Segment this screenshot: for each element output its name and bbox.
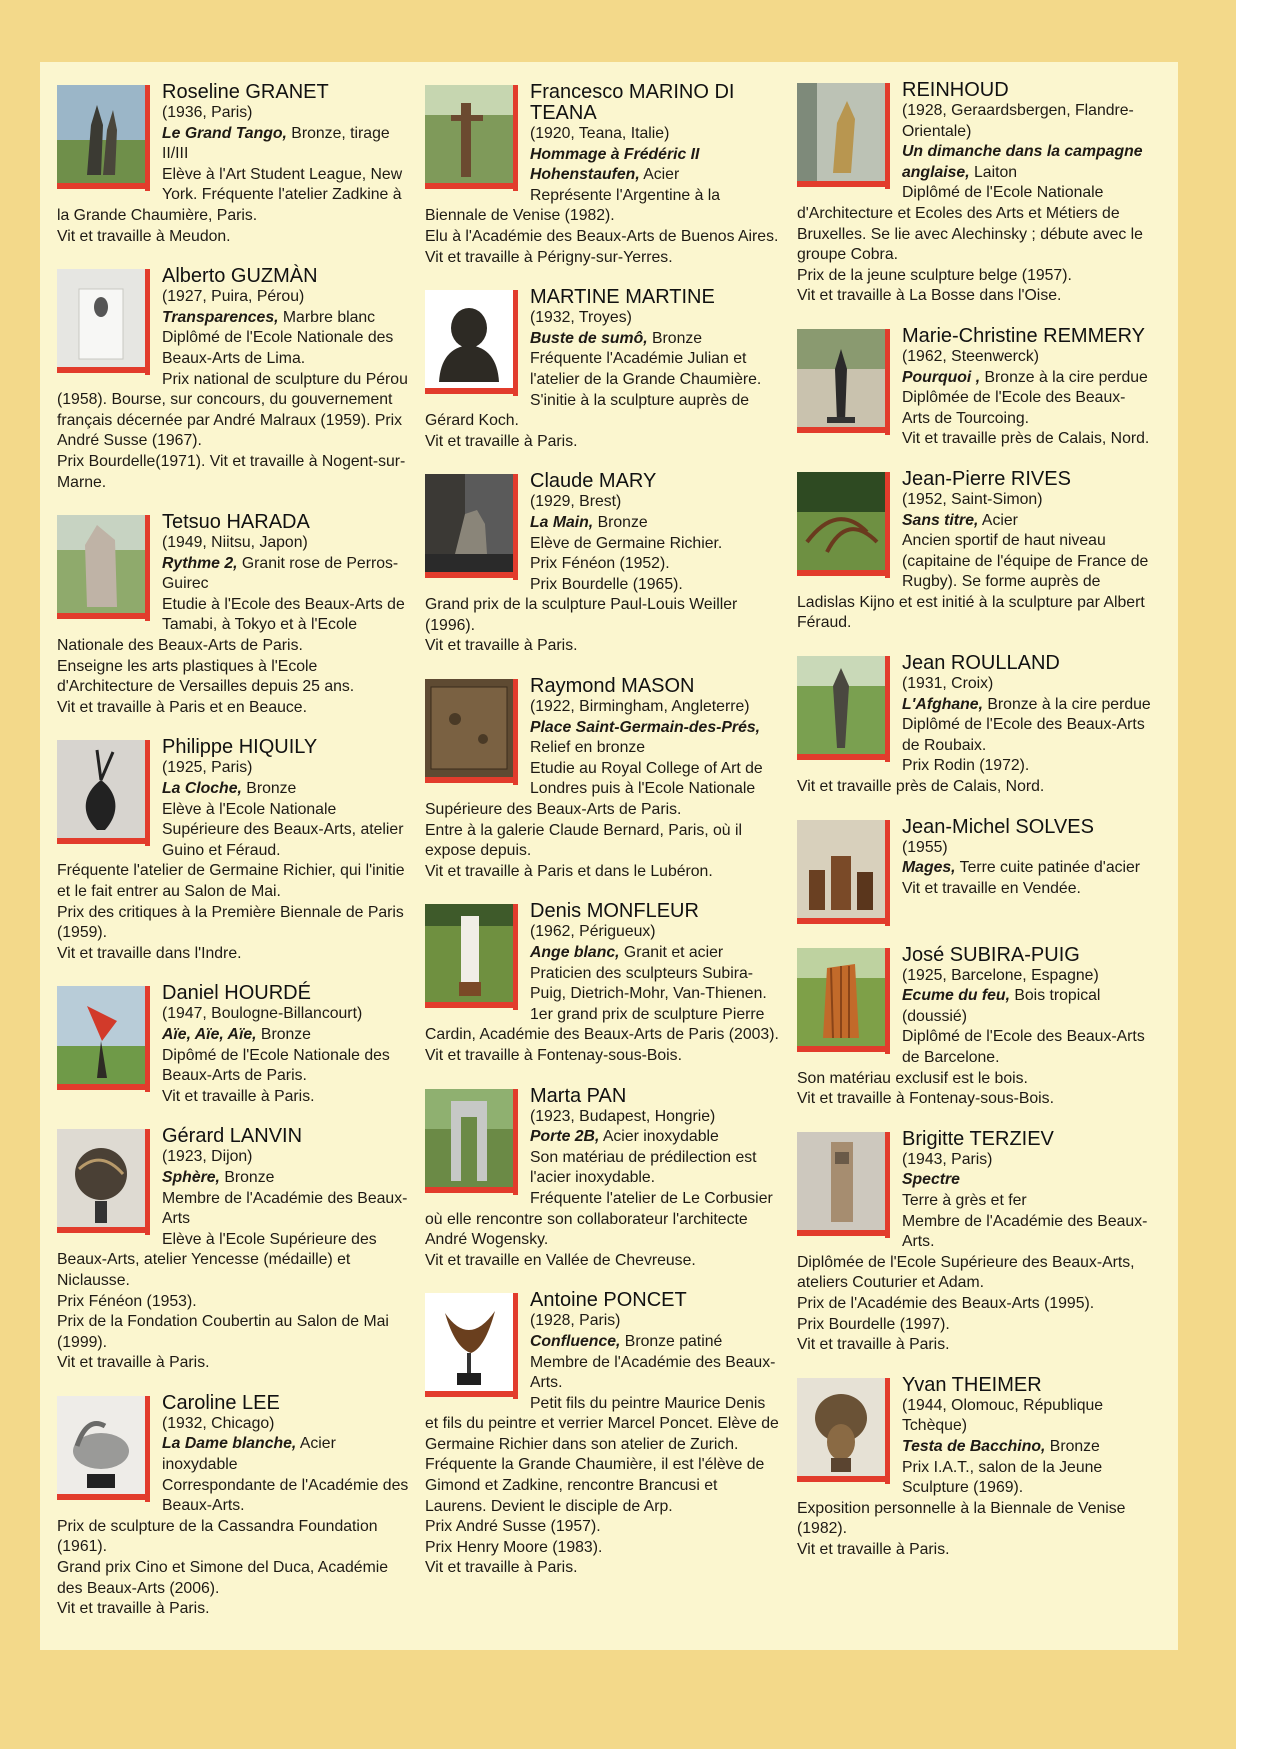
artwork-title: Transparences, [162, 308, 279, 326]
artist-entry-gerard-lanvin [57, 1126, 411, 1374]
artwork-title: Pourquoi , [902, 368, 981, 386]
artwork-title: Un dimanche dans la campagne anglaise, [902, 143, 1143, 181]
artist-entry-jose-subira-puig [797, 945, 1151, 1110]
artist-name: Tetsuo HARADA [162, 511, 310, 534]
thumbnail-frame-right [885, 820, 890, 926]
artwork-title: Sphère, [162, 1168, 220, 1186]
bio-line: Prix Bourdelle(1971). Vit et travaille à Nogent-sur-Marne. [57, 452, 406, 491]
artwork-thumbnail [797, 329, 887, 435]
artist-name: Claude MARY [530, 470, 657, 493]
bio-line: Membre de l'Académie des Beaux-Arts [162, 1189, 408, 1228]
thumbnail-frame-right [145, 515, 150, 621]
bio-line: S'initie à la sculpture auprès de Gérard Koch. [425, 391, 750, 430]
artist-entry-caroline-lee [57, 1393, 411, 1620]
artist-entry-alberto-guzman [57, 266, 411, 493]
thumbnail-frame-right [145, 1396, 150, 1502]
column-left [57, 62, 411, 1620]
bio-line: Vit et travaille en Vendée. [902, 879, 1081, 897]
artwork-line: La Cloche, Bronze [162, 780, 297, 798]
artwork-title: Sans titre, [902, 511, 979, 529]
thumbnail-frame-right [145, 269, 150, 375]
thumbnail-frame-bottom [797, 754, 890, 760]
artwork-line: Testa de Bacchino, Bronze [902, 1437, 1100, 1455]
thumbnail-frame-right [145, 740, 150, 846]
artwork-thumbnail [57, 1396, 147, 1502]
thumbnail-frame-bottom [57, 1494, 150, 1500]
artwork-line: La Dame blanche, Acier inoxydable [162, 1435, 336, 1474]
bio-line: Entre à la galerie Claude Bernard, Paris, où il expose depuis. [425, 821, 742, 860]
artist-birth: (1962, Périgueux) [530, 923, 656, 941]
artwork-thumbnail [425, 1089, 515, 1195]
artist-name: Alberto GUZMÀN [162, 265, 318, 288]
photo-bust [425, 290, 513, 388]
photo-granite [57, 515, 145, 613]
artwork-title: Confluence, [530, 1332, 621, 1350]
artwork-thumbnail [425, 85, 515, 191]
artwork-line: Ecume du feu, Bois tropical (doussié) [902, 987, 1101, 1025]
bio-line: Prix de sculpture de la Cassandra Foundation (1961). [57, 1517, 378, 1556]
page-edge [1236, 0, 1275, 1749]
artist-name: Francesco MARINO DI TEANA [530, 81, 735, 124]
photo-sculpture-couple [57, 85, 145, 183]
bio-line: Grand prix de la sculpture Paul-Louis Weiller (1996). [425, 596, 738, 634]
bio-line: Elu à l'Académie des Beaux-Arts de Buenos Aires. Vit et travaille à Périgny-sur-Yerres. [425, 227, 779, 266]
bio-line: Prix Bourdelle (1997). [797, 1315, 950, 1333]
bio-line: Elève de Germaine Richier. [530, 534, 723, 552]
thumbnail-frame-bottom [57, 1227, 150, 1233]
artwork-thumbnail [797, 83, 887, 189]
bio-line: Vit et travaille à Paris. [57, 1600, 210, 1618]
bio-line: Diplômé de l'Ecole Nationale des Beaux-Arts de Lima. [162, 329, 394, 367]
thumbnail-frame-bottom [425, 1187, 518, 1193]
thumbnail-frame-right [885, 948, 890, 1054]
artwork-thumbnail [797, 472, 887, 578]
artist-birth: (1962, Steenwerck) [902, 347, 1039, 365]
thumbnail-frame-right [513, 474, 518, 580]
thumbnail-frame-bottom [425, 183, 518, 189]
photo-head [797, 1378, 885, 1476]
bio-line: Prix Henry Moore (1983). [425, 1538, 603, 1556]
artist-entry-tetsuo-harada [57, 512, 411, 718]
artwork-thumbnail [797, 820, 887, 926]
artist-name: José SUBIRA-PUIG [902, 943, 1080, 966]
artist-birth: (1920, Teana, Italie) [530, 125, 670, 142]
artwork-title: Le Grand Tango, [162, 124, 287, 142]
artwork-title: La Cloche, [162, 780, 242, 798]
artwork-title: Place Saint-Germain-des-Prés, [530, 718, 761, 736]
artwork-line: Ange blanc, Granit et acier [530, 944, 724, 961]
thumbnail-frame-right [513, 1089, 518, 1195]
bio-line: Son matériau exclusif est le bois. [797, 1069, 1028, 1087]
thumbnail-frame-bottom [57, 1084, 150, 1090]
artist-name: MARTINE MARTINE [530, 286, 715, 309]
thumbnail-frame-right [885, 656, 890, 762]
photo-bronze-dark [57, 740, 145, 838]
thumbnail-frame-right [885, 329, 890, 435]
artist-birth: (1925, Paris) [162, 759, 253, 777]
thumbnail-frame-bottom [57, 838, 150, 844]
photo-wood [797, 948, 885, 1046]
artist-birth: (1922, Birmingham, Angleterre) [530, 698, 750, 716]
thumbnail-frame-bottom [425, 777, 518, 783]
bio-line: Prix Bourdelle (1965). [530, 575, 683, 593]
photo-marble-white [57, 269, 145, 367]
photo-steel-garden [425, 85, 513, 183]
artist-birth: (1936, Paris) [162, 104, 253, 121]
bio-line: Prix André Susse (1957). [425, 1518, 601, 1536]
bio-line: Vit et travaille en Vallée de Chevreuse. [425, 1251, 696, 1269]
bio-line: Prix Fénéon (1952). [530, 555, 670, 573]
artwork-line: L'Afghane, Bronze à la cire perdue [902, 695, 1151, 713]
bio-line: Ancien sportif de haut niveau (capitaine de l'équipe de France de Rugby). Se forme auprès de Ladislas Kijno et est initié à la sculpture par Albert Féraud. [797, 532, 1149, 632]
artist-name: Roseline GRANET [162, 81, 329, 103]
bio-line: Vit et travaille à Meudon. [57, 227, 231, 245]
artist-name: Denis MONFLEUR [530, 900, 699, 923]
photo-door [425, 1089, 513, 1187]
artwork-thumbnail [425, 474, 515, 580]
thumbnail-frame-right [513, 904, 518, 1010]
artwork-thumbnail [425, 290, 515, 396]
thumbnail-frame-right [885, 83, 890, 189]
bio-line: Vit et travaille à Paris. [57, 1354, 210, 1372]
artwork-line: Hommage à Frédéric II Hohenstaufen, Acier [530, 145, 700, 184]
artwork-thumbnail [797, 1132, 887, 1238]
artwork-line: Porte 2B, Acier inoxydable [530, 1128, 719, 1146]
artwork-title: Hommage à Frédéric II Hohenstaufen, [530, 145, 700, 184]
bio-line: Terre à grès et fer [902, 1191, 1027, 1209]
artist-entry-yvan-theimer [797, 1375, 1151, 1561]
bio-line: Grand prix Cino et Simone del Duca, Académie des Beaux-Arts (2006). [57, 1559, 389, 1597]
bio-line: Exposition personnelle à la Biennale de Venise (1982). [797, 1499, 1126, 1538]
thumbnail-frame-bottom [797, 918, 890, 924]
thumbnail-frame-right [145, 1129, 150, 1235]
artist-birth: (1923, Dijon) [162, 1148, 253, 1166]
bio-line: Prix des critiques à la Première Biennale de Paris (1959). [57, 903, 404, 942]
artwork-title: La Main, [530, 513, 594, 531]
artist-birth: (1944, Olomouc, République Tchèque) [902, 1396, 1104, 1435]
thumbnail-frame-right [513, 1293, 518, 1399]
bio-line: Vit et travaille à Paris. [425, 432, 578, 450]
artist-name: Marta PAN [530, 1084, 627, 1107]
artwork-line: Aïe, Aïe, Aïe, Bronze [162, 1025, 311, 1043]
artist-entry-marta-pan [425, 1086, 779, 1272]
thumbnail-frame-bottom [797, 181, 890, 187]
artist-name: Jean ROULLAND [902, 652, 1060, 675]
photo-steel-lawn [797, 472, 885, 570]
artist-name: Yvan THEIMER [902, 1373, 1042, 1396]
thumbnail-frame-bottom [797, 570, 890, 576]
artwork-line: Mages, Terre cuite patinée d'acier [902, 859, 1141, 877]
artist-entry-reinhoud [797, 80, 1151, 307]
artwork-line: Le Grand Tango, Bronze, tirage II/III [162, 124, 390, 163]
artist-name: REINHOUD [902, 79, 1009, 101]
artist-entry-martine-martine [425, 287, 779, 452]
bio-line: Prix I.A.T., salon de la Jeune Sculpture (1969). [902, 1458, 1103, 1497]
artist-birth: (1929, Brest) [530, 493, 622, 511]
artist-birth: (1931, Croix) [902, 675, 994, 693]
artist-name: Antoine PONCET [530, 1289, 687, 1312]
photo-figure-interior [797, 329, 885, 427]
thumbnail-frame-bottom [425, 1391, 518, 1397]
bio-line: Fréquente l'atelier de Le Corbusier où elle rencontre son collaborateur l'architecte André Wogensky. [425, 1189, 773, 1249]
bio-line: Membre de l'Académie des Beaux-Arts. [530, 1353, 776, 1392]
bio-line: Enseigne les arts plastiques à l'Ecole d'Architecture de Versailles depuis 25 ans. [57, 657, 355, 696]
catalogue-page [40, 62, 1178, 1650]
artist-name: Jean-Michel SOLVES [902, 815, 1094, 838]
bio-line: Etudie au Royal College of Art de Londres puis à l'Ecole Nationale Supérieure des Beaux-Arts de Paris. [425, 759, 763, 819]
artwork-line: Confluence, Bronze patiné [530, 1332, 723, 1350]
bio-line: Prix national de sculpture du Pérou (1958). Bourse, sur concours, du gouvernement français décernée par André Malraux (1959). Prix André Susse (1967). [57, 370, 408, 450]
bio-line: Correspondante de l'Académie des Beaux-Arts. [162, 1476, 409, 1515]
thumbnail-frame-bottom [425, 1002, 518, 1008]
artist-birth: (1955) [902, 838, 948, 856]
photo-brass [797, 83, 885, 181]
bio-line: Diplômée de l'Ecole des Beaux-Arts de Tourcoing. [902, 389, 1126, 427]
photo-sphere [57, 1129, 145, 1227]
photo-hand [425, 474, 513, 572]
photo-bronze-red [57, 986, 145, 1084]
thumbnail-frame-right [885, 472, 890, 578]
bio-line: Prix Fénéon (1953). [57, 1292, 197, 1310]
bio-line: Prix de la jeune sculpture belge (1957). [797, 266, 1072, 284]
thumbnail-frame-right [885, 1378, 890, 1484]
bio-line: Fréquente l'atelier de Germaine Richier, qui l'initie et le fait entrer au Salon de Mai. [57, 862, 405, 900]
thumbnail-frame-right [513, 679, 518, 785]
bio-line: Vit et travaille à Paris. [162, 1087, 315, 1105]
thumbnail-frame-bottom [425, 388, 518, 394]
artist-entry-daniel-hourde [57, 983, 411, 1107]
artist-name: Raymond MASON [530, 675, 695, 698]
bio-line: Vit et travaille à Paris. [425, 1559, 578, 1577]
bio-line: Vit et travaille à Paris et en Beauce. [57, 698, 307, 716]
bio-line: Vit et travaille à Paris. [797, 1540, 950, 1558]
artwork-thumbnail [425, 904, 515, 1010]
artist-birth: (1923, Budapest, Hongrie) [530, 1107, 716, 1125]
bio-line: Prix de l'Académie des Beaux-Arts (1995). [797, 1294, 1095, 1312]
artist-entry-claude-mary [425, 471, 779, 657]
artist-birth: (1932, Troyes) [530, 309, 632, 327]
artist-birth: (1943, Paris) [902, 1150, 993, 1168]
artwork-line: Sphère, Bronze [162, 1168, 275, 1186]
artwork-thumbnail [425, 679, 515, 785]
artwork-title: Ange blanc, [530, 944, 620, 961]
artist-birth: (1947, Boulogne-Billancourt) [162, 1005, 363, 1023]
artwork-thumbnail [57, 269, 147, 375]
bio-line: Vit et travaille à La Bosse dans l'Oise. [797, 287, 1062, 305]
photo-figure-park [797, 656, 885, 754]
thumbnail-frame-right [885, 1132, 890, 1238]
thumbnail-frame-bottom [57, 613, 150, 619]
artist-entry-francesco-marino-di-teana [425, 82, 779, 268]
artist-name: Brigitte TERZIEV [902, 1127, 1054, 1150]
artwork-title: Testa de Bacchino, [902, 1437, 1046, 1455]
bio-line: Vit et travaille à Fontenay-sous-Bois. [797, 1090, 1054, 1108]
artwork-thumbnail [57, 85, 147, 191]
bio-line: Fréquente la Grande Chaumière, il est l'élève de Gimond et Zadkine, rencontre Brancusi et Laurens. Devient le disciple de Arp. [425, 1456, 765, 1515]
bio-line: Petit fils du peintre Maurice Denis et fils du peintre et verrier Marcel Poncet. Elève de Germaine Richier dans son atelier de Zurich. [425, 1394, 779, 1453]
bio-line: Vit et travaille à Paris. [797, 1336, 950, 1354]
artwork-title: Mages, [902, 859, 956, 877]
artwork-thumbnail [797, 656, 887, 762]
artwork-thumbnail [57, 515, 147, 621]
artwork-line: Pourquoi , Bronze à la cire perdue [902, 368, 1148, 386]
bio-line: Prix de la Fondation Coubertin au Salon de Mai (1999). [57, 1313, 389, 1351]
artwork-title: Porte 2B, [530, 1128, 600, 1146]
artwork-line: Sans titre, Acier [902, 511, 1018, 529]
bio-line: Diplômé de l'Ecole des Beaux-Arts de Roubaix. [902, 716, 1145, 754]
artist-name: Philippe HIQUILY [162, 736, 318, 759]
artist-entry-roseline-granet [57, 82, 411, 247]
thumbnail-frame-bottom [797, 1230, 890, 1236]
artist-entry-philippe-hiquily [57, 737, 411, 964]
artwork-line: Place Saint-Germain-des-Prés, Relief en bronze [530, 718, 761, 757]
artwork-thumbnail [425, 1293, 515, 1399]
bio-line: Vit et travaille à Paris et dans le Lubéron. [425, 862, 713, 880]
artwork-thumbnail [57, 740, 147, 846]
artist-entry-denis-monfleur [425, 901, 779, 1066]
artist-name: Jean-Pierre RIVES [902, 467, 1071, 490]
bio-line: Prix Rodin (1972). [902, 757, 1030, 775]
artwork-title: Ecume du feu, [902, 987, 1010, 1005]
artist-birth: (1952, Saint-Simon) [902, 490, 1043, 508]
thumbnail-frame-bottom [57, 183, 150, 189]
thumbnail-frame-bottom [57, 367, 150, 373]
artist-entry-raymond-mason [425, 676, 779, 882]
artwork-thumbnail [797, 1378, 887, 1484]
artist-entry-jean-roulland [797, 653, 1151, 798]
artist-birth: (1925, Barcelone, Espagne) [902, 966, 1099, 984]
artwork-thumbnail [797, 948, 887, 1054]
artist-name: Daniel HOURDÉ [162, 982, 311, 1005]
thumbnail-frame-right [145, 85, 150, 191]
artist-birth: (1932, Chicago) [162, 1414, 275, 1432]
photo-confluence [425, 1293, 513, 1391]
bio-line: Vit et travaille près de Calais, Nord. [902, 430, 1150, 448]
artwork-thumbnail [57, 986, 147, 1092]
thumbnail-frame-bottom [797, 427, 890, 433]
bio-line: Vit et travaille près de Calais, Nord. [797, 778, 1045, 796]
artwork-title: La Dame blanche, [162, 1435, 297, 1453]
thumbnail-frame-right [513, 290, 518, 396]
artwork-line: Buste de sumô, Bronze [530, 329, 703, 347]
thumbnail-frame-right [145, 986, 150, 1092]
bio-line: Vit et travaille dans l'Indre. [57, 944, 242, 962]
bio-line: Praticien des sculpteurs Subira-Puig, Dietrich-Mohr, Van-Thienen. [530, 964, 767, 1003]
bio-line: Etudie à l'Ecole des Beaux-Arts de Tamabi, à Tokyo et à l'Ecole Nationale des Beaux-Arts de Paris. [57, 595, 405, 655]
bio-line: Fréquente l'Académie Julian et l'atelier de la Grande Chaumière. [530, 350, 762, 388]
photo-terracotta [797, 820, 885, 918]
artwork-title: Aïe, Aïe, Aïe, [162, 1025, 257, 1043]
artist-name: Marie-Christine REMMERY [902, 324, 1146, 347]
bio-line: 1er grand prix de sculpture Pierre Cardin, Académie des Beaux-Arts de Paris (2003). [425, 1005, 779, 1044]
artwork-title: Spectre [902, 1171, 960, 1189]
artwork-title: Buste de sumô, [530, 329, 648, 347]
artist-birth: (1949, Niitsu, Japon) [162, 534, 308, 552]
artwork-title: Rythme 2, [162, 554, 238, 572]
artist-entry-brigitte-terziev [797, 1129, 1151, 1356]
bio-line: Membre de l'Académie des Beaux-Arts. [902, 1212, 1148, 1251]
bio-line: Représente l'Argentine à la Biennale de Venise (1982). [425, 186, 721, 225]
artist-birth: (1927, Puira, Pérou) [162, 288, 305, 306]
bio-line: Vit et travaille à Paris. [425, 637, 578, 655]
bio-line: Elève à l'Ecole Supérieure des Beaux-Arts, atelier Yencesse (médaille) et Niclausse. [57, 1230, 377, 1289]
artist-birth: (1928, Geraardsbergen, Flandre-Orientale) [902, 102, 1134, 140]
column-middle [425, 62, 779, 1579]
artwork-title: L'Afghane, [902, 695, 983, 713]
bio-line: Diplômé de l'Ecole des Beaux-Arts de Barcelone. [902, 1028, 1145, 1066]
artwork-line: Un dimanche dans la campagne anglaise, Laiton [902, 143, 1143, 181]
artwork-thumbnail [57, 1129, 147, 1235]
thumbnail-frame-right [513, 85, 518, 191]
artist-name: Gérard LANVIN [162, 1125, 303, 1148]
artist-entry-marie-christine-remmery [797, 326, 1151, 450]
artist-name: Caroline LEE [162, 1391, 280, 1414]
artwork-line: La Main, Bronze [530, 513, 648, 531]
bio-line: Diplômé de l'Ecole Nationale d'Architecture et Ecoles des Arts et Métiers de Bruxelles. Se lie avec Alechinsky ; débute avec le groupe Cobra. [797, 184, 1143, 264]
bio-line: Son matériau de prédilection est l'acier inoxydable. [530, 1148, 757, 1187]
artist-birth: (1928, Paris) [530, 1312, 621, 1330]
artwork-line: Rythme 2, Granit rose de Perros-Guirec [162, 554, 399, 593]
photo-relief [425, 679, 513, 777]
column-right [797, 62, 1151, 1560]
photo-white-stone [425, 904, 513, 1002]
artist-entry-jean-michel-solves [797, 817, 1151, 926]
bio-line: Dipômé de l'Ecole Nationale des Beaux-Arts de Paris. [162, 1046, 390, 1085]
thumbnail-frame-bottom [797, 1046, 890, 1052]
thumbnail-frame-bottom [797, 1476, 890, 1482]
photo-steel [57, 1396, 145, 1494]
artwork-line: Transparences, Marbre blanc [162, 308, 376, 326]
bio-line: Diplômée de l'Ecole Supérieure des Beaux-Arts, ateliers Couturier et Adam. [797, 1253, 1135, 1292]
bio-line: Elève à l'Ecole Nationale Supérieure des Beaux-Arts, atelier Guino et Féraud. [162, 800, 404, 859]
photo-stoneware [797, 1132, 885, 1230]
thumbnail-frame-bottom [425, 572, 518, 578]
bio-line: Elève à l'Art Student League, New York. Fréquente l'atelier Zadkine à la Grande Chaumière, Paris. [57, 165, 403, 224]
artist-entry-antoine-poncet [425, 1290, 779, 1579]
artist-entry-jean-pierre-rives [797, 469, 1151, 634]
bio-line: Vit et travaille à Fontenay-sous-Bois. [425, 1046, 682, 1064]
